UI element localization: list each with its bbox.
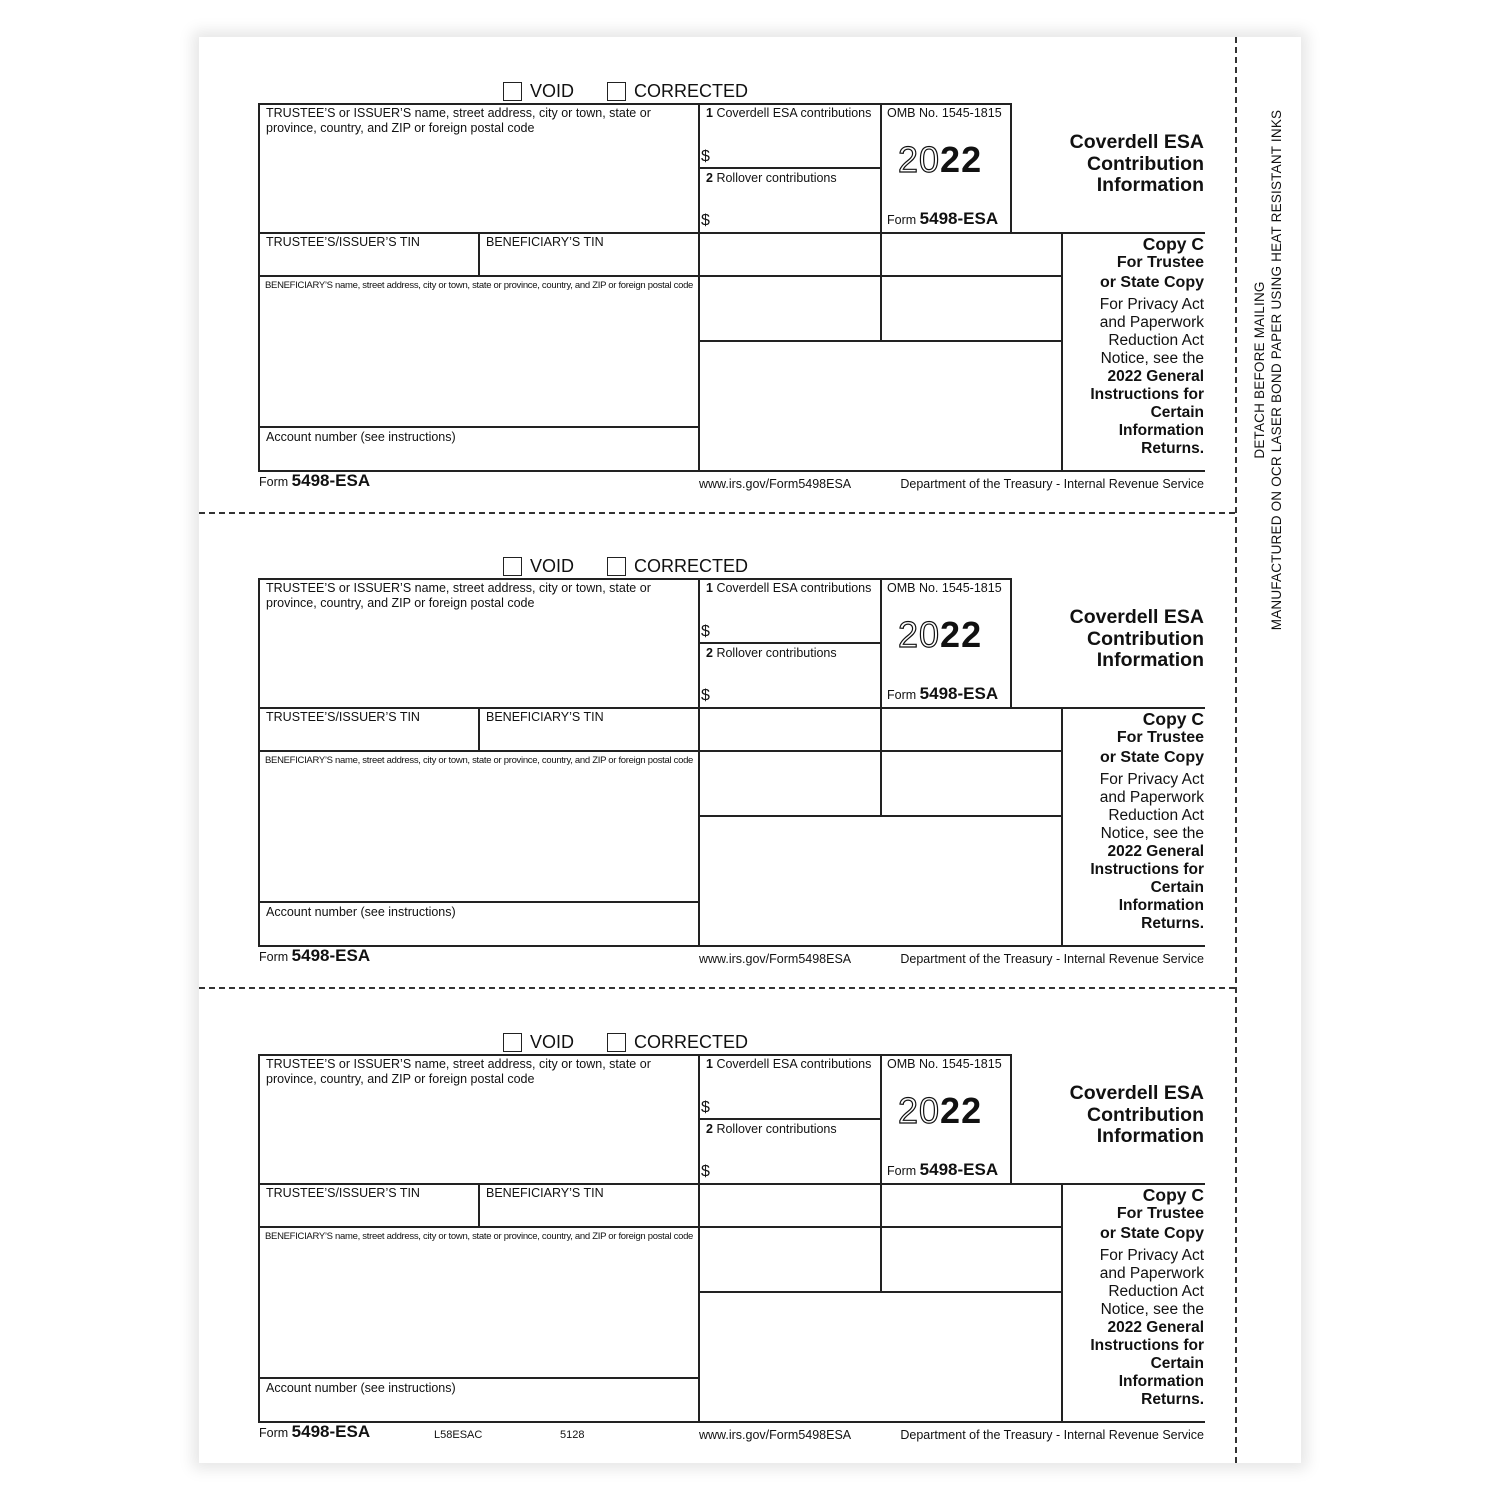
irs-website-link[interactable]: www.irs.gov/Form5498ESA <box>699 952 852 966</box>
beneficiary-name-field[interactable] <box>260 770 696 899</box>
copy-title: Copy C <box>1142 709 1204 729</box>
beneficiary-name-label: BENEFICIARY’S name, street address, city or town, state or province, country, and ZIP or foreign postal code <box>265 1231 694 1242</box>
title-line: Information <box>1096 174 1204 196</box>
grid-line <box>258 470 1205 472</box>
privacy-line: Instructions for <box>1090 1337 1204 1354</box>
void-checkbox[interactable] <box>503 556 574 577</box>
grid-line <box>258 1377 699 1379</box>
irs-website-link[interactable]: www.irs.gov/Form5498ESA <box>699 477 852 491</box>
tax-year-prefix: 20 <box>898 614 941 655</box>
copy-line: or State Copy <box>1099 1225 1204 1242</box>
copy-title: Copy C <box>1142 1185 1204 1205</box>
form-title <box>1070 607 1204 672</box>
tax-year <box>898 1090 982 1132</box>
trustee-name-field[interactable] <box>260 137 696 230</box>
form-word: Form <box>259 475 289 489</box>
box1-amount-field[interactable] <box>714 125 874 165</box>
blank-box[interactable] <box>700 1228 879 1290</box>
box2-number: 2 <box>706 171 713 185</box>
corrected-box[interactable] <box>607 82 626 101</box>
irs-website-link[interactable]: www.irs.gov/Form5498ESA <box>699 1428 852 1442</box>
grid-line <box>880 1054 882 1184</box>
grid-line <box>258 901 699 903</box>
box1-number: 1 <box>706 581 713 595</box>
blank-box[interactable] <box>700 234 879 274</box>
corrected-label: CORRECTED <box>634 1032 749 1052</box>
privacy-line: Instructions for <box>1090 386 1204 403</box>
copy-line: For Trustee <box>1116 729 1204 746</box>
blank-box[interactable] <box>700 1293 1060 1420</box>
beneficiary-tin-field[interactable] <box>480 726 696 749</box>
form-word: Form <box>887 688 917 702</box>
grid-line <box>258 1421 1205 1423</box>
corrected-box[interactable] <box>607 557 626 576</box>
privacy-line: and Paperwork <box>1099 789 1204 806</box>
trustee-tin-field[interactable] <box>260 251 476 274</box>
box2-amount-field[interactable] <box>714 1140 874 1180</box>
form-number: 5498-ESA <box>291 1422 371 1441</box>
box2-number: 2 <box>706 1122 713 1136</box>
title-line: Coverdell ESA <box>1069 1082 1204 1104</box>
copy-line: For Trustee <box>1116 254 1204 271</box>
void-label: VOID <box>530 81 575 101</box>
privacy-line: Information <box>1118 422 1204 439</box>
tax-year-suffix: 22 <box>940 139 983 180</box>
grid-line <box>1010 578 1012 708</box>
footer-form-number <box>259 471 370 491</box>
form-title <box>1070 1083 1204 1148</box>
corrected-label: CORRECTED <box>634 81 749 101</box>
form-number: 5498-ESA <box>919 684 999 703</box>
beneficiary-tin-label: BENEFICIARY’S TIN <box>486 710 604 724</box>
corrected-checkbox[interactable] <box>607 1032 748 1053</box>
box2-text: Rollover contributions <box>716 646 837 660</box>
trustee-name-label: TRUSTEE’S or ISSUER’S name, street address, city or town, state or province, country, and ZIP or foreign postal code <box>266 106 651 135</box>
box2-label <box>706 171 837 186</box>
blank-box[interactable] <box>700 709 879 749</box>
omb-number: OMB No. 1545-1815 <box>887 1057 1002 1071</box>
copy-line: For Trustee <box>1116 1205 1204 1222</box>
grid-line <box>1010 1054 1012 1184</box>
title-line: Information <box>1096 1125 1204 1147</box>
omb-number: OMB No. 1545-1815 <box>887 106 1002 120</box>
box1-amount-field[interactable] <box>714 1076 874 1116</box>
grid-line <box>698 167 880 169</box>
form-word: Form <box>887 213 917 227</box>
box2-text: Rollover contributions <box>716 171 837 185</box>
privacy-line: Reduction Act <box>1108 332 1204 349</box>
trustee-tin-field[interactable] <box>260 726 476 749</box>
form-code-number: 5128 <box>560 1429 585 1441</box>
grid-line <box>1061 707 1063 946</box>
box2-dollar: $ <box>701 212 710 229</box>
privacy-line: Reduction Act <box>1108 807 1204 824</box>
form-copy-3 <box>0 988 1500 1442</box>
box1-number: 1 <box>706 1057 713 1071</box>
tax-year <box>898 614 982 656</box>
grid-line <box>880 103 882 233</box>
box1-text: Coverdell ESA contributions <box>716 581 872 595</box>
box2-number: 2 <box>706 646 713 660</box>
account-number-field[interactable] <box>260 921 696 944</box>
corrected-checkbox[interactable] <box>607 556 748 577</box>
copy-info <box>1090 710 1204 933</box>
void-label: VOID <box>530 556 575 576</box>
copy-title: Copy C <box>1142 234 1204 254</box>
beneficiary-tin-label: BENEFICIARY’S TIN <box>486 235 604 249</box>
beneficiary-name-field[interactable] <box>260 295 696 424</box>
box2-label <box>706 1122 837 1137</box>
privacy-line: Returns. <box>1141 915 1204 932</box>
blank-box[interactable] <box>700 817 1060 944</box>
department-label: Department of the Treasury - Internal Revenue Service <box>900 952 1204 966</box>
omb-number: OMB No. 1545-1815 <box>887 581 1002 595</box>
privacy-line: For Privacy Act <box>1099 771 1204 788</box>
box1-label <box>706 581 871 596</box>
box2-amount-field[interactable] <box>714 664 874 704</box>
box2-dollar: $ <box>701 687 710 704</box>
trustee-name-field[interactable] <box>260 1088 696 1181</box>
form-number: 5498-ESA <box>291 946 371 965</box>
box2-dollar: $ <box>701 1163 710 1180</box>
privacy-line: For Privacy Act <box>1099 1247 1204 1264</box>
grid-line <box>880 578 882 708</box>
corrected-label: CORRECTED <box>634 556 749 576</box>
privacy-line: Certain <box>1150 1355 1204 1372</box>
void-checkbox[interactable] <box>503 1032 574 1053</box>
title-line: Contribution <box>1087 152 1204 175</box>
privacy-line: For Privacy Act <box>1099 296 1204 313</box>
grid-line <box>698 1118 880 1120</box>
grid-line <box>258 1054 1011 1056</box>
blank-box[interactable] <box>700 277 879 339</box>
grid-line <box>258 578 1011 580</box>
tax-year-suffix: 22 <box>940 614 983 655</box>
title-line: Contribution <box>1087 1103 1204 1126</box>
grid-line <box>1061 1183 1063 1422</box>
trustee-tin-field[interactable] <box>260 1202 476 1225</box>
blank-box[interactable] <box>700 752 879 814</box>
beneficiary-name-field[interactable] <box>260 1246 696 1375</box>
trustee-name-label: TRUSTEE’S or ISSUER’S name, street address, city or town, state or province, country, and ZIP or foreign postal code <box>266 1057 651 1086</box>
tax-year-suffix: 22 <box>940 1090 983 1131</box>
beneficiary-tin-field[interactable] <box>480 1202 696 1225</box>
beneficiary-tin-field[interactable] <box>480 251 696 274</box>
grid-line <box>258 945 1205 947</box>
privacy-line: Returns. <box>1141 440 1204 457</box>
title-line: Coverdell ESA <box>1069 131 1204 153</box>
box2-amount-field[interactable] <box>714 189 874 229</box>
privacy-line: Instructions for <box>1090 861 1204 878</box>
paper-note: MANUFACTURED ON OCR LASER BOND PAPER USING HEAT RESISTANT INKS <box>1269 109 1284 631</box>
tax-year-prefix: 20 <box>898 1090 941 1131</box>
detach-note: DETACH BEFORE MAILING <box>1252 281 1267 459</box>
grid-line <box>1010 103 1012 233</box>
blank-box[interactable] <box>700 342 1060 469</box>
privacy-line: Certain <box>1150 404 1204 421</box>
form-copy-2 <box>0 512 1500 966</box>
blank-box[interactable] <box>882 277 1060 339</box>
form-title <box>1070 132 1204 197</box>
department-label: Department of the Treasury - Internal Revenue Service <box>900 1428 1204 1442</box>
box1-text: Coverdell ESA contributions <box>716 1057 872 1071</box>
tax-year-prefix: 20 <box>898 139 941 180</box>
grid-line <box>1061 232 1063 471</box>
form-number: 5498-ESA <box>291 471 371 490</box>
box1-dollar: $ <box>701 148 710 165</box>
box1-dollar: $ <box>701 1099 710 1116</box>
copy-line: or State Copy <box>1099 749 1204 766</box>
trustee-name-label: TRUSTEE’S or ISSUER’S name, street address, city or town, state or province, country, and ZIP or foreign postal code <box>266 581 651 610</box>
box1-number: 1 <box>706 106 713 120</box>
trustee-name-field[interactable] <box>260 612 696 705</box>
privacy-line: Information <box>1118 897 1204 914</box>
privacy-line: Reduction Act <box>1108 1283 1204 1300</box>
account-number-label: Account number (see instructions) <box>266 1381 456 1395</box>
form-copy-1 <box>0 37 1500 491</box>
void-box[interactable] <box>503 82 522 101</box>
form-number: 5498-ESA <box>919 1160 999 1179</box>
grid-line <box>258 103 1011 105</box>
box1-label <box>706 1057 871 1072</box>
box1-label <box>706 106 871 121</box>
grid-line <box>698 642 880 644</box>
form-number-header <box>887 209 998 229</box>
privacy-line: 2022 General <box>1107 1319 1204 1336</box>
copy-info <box>1090 1186 1204 1409</box>
form-code: L58ESAC <box>434 1429 483 1441</box>
title-line: Contribution <box>1087 627 1204 650</box>
trustee-tin-label: TRUSTEE’S/ISSUER’S TIN <box>266 710 420 724</box>
trustee-tin-label: TRUSTEE’S/ISSUER’S TIN <box>266 1186 420 1200</box>
blank-box[interactable] <box>882 234 1060 274</box>
blank-box[interactable] <box>882 1228 1060 1290</box>
form-word: Form <box>259 950 289 964</box>
footer-form-number <box>259 1422 370 1442</box>
blank-box[interactable] <box>882 709 1060 749</box>
void-label: VOID <box>530 1032 575 1052</box>
privacy-line: Information <box>1118 1373 1204 1390</box>
box1-dollar: $ <box>701 623 710 640</box>
beneficiary-name-label: BENEFICIARY’S name, street address, city or town, state or province, country, and ZIP or foreign postal code <box>265 280 694 291</box>
form-word: Form <box>259 1426 289 1440</box>
form-word: Form <box>887 1164 917 1178</box>
privacy-line: and Paperwork <box>1099 314 1204 331</box>
void-checkbox[interactable] <box>503 81 574 102</box>
tax-year <box>898 139 982 181</box>
title-line: Coverdell ESA <box>1069 606 1204 628</box>
privacy-line: and Paperwork <box>1099 1265 1204 1282</box>
copy-line: or State Copy <box>1099 274 1204 291</box>
department-label: Department of the Treasury - Internal Revenue Service <box>900 477 1204 491</box>
box1-amount-field[interactable] <box>714 600 874 640</box>
box1-text: Coverdell ESA contributions <box>716 106 872 120</box>
privacy-line: Notice, see the <box>1100 350 1204 367</box>
corrected-box[interactable] <box>607 1033 626 1052</box>
privacy-line: Certain <box>1150 879 1204 896</box>
corrected-checkbox[interactable] <box>607 81 748 102</box>
blank-box[interactable] <box>882 752 1060 814</box>
form-number: 5498-ESA <box>919 209 999 228</box>
account-number-label: Account number (see instructions) <box>266 905 456 919</box>
footer-form-number <box>259 946 370 966</box>
account-number-field[interactable] <box>260 1397 696 1420</box>
trustee-tin-label: TRUSTEE’S/ISSUER’S TIN <box>266 235 420 249</box>
privacy-line: Notice, see the <box>1100 825 1204 842</box>
box2-label <box>706 646 837 661</box>
form-number-header <box>887 1160 998 1180</box>
beneficiary-name-label: BENEFICIARY’S name, street address, city or town, state or province, country, and ZIP or foreign postal code <box>265 755 694 766</box>
blank-box[interactable] <box>700 1185 879 1225</box>
void-box[interactable] <box>503 1033 522 1052</box>
account-number-label: Account number (see instructions) <box>266 430 456 444</box>
title-line: Information <box>1096 649 1204 671</box>
box2-text: Rollover contributions <box>716 1122 837 1136</box>
blank-box[interactable] <box>882 1185 1060 1225</box>
privacy-line: Returns. <box>1141 1391 1204 1408</box>
privacy-line: Notice, see the <box>1100 1301 1204 1318</box>
account-number-field[interactable] <box>260 446 696 469</box>
void-box[interactable] <box>503 557 522 576</box>
grid-line <box>258 426 699 428</box>
privacy-line: 2022 General <box>1107 843 1204 860</box>
copy-info <box>1090 235 1204 458</box>
privacy-line: 2022 General <box>1107 368 1204 385</box>
form-number-header <box>887 684 998 704</box>
beneficiary-tin-label: BENEFICIARY’S TIN <box>486 1186 604 1200</box>
